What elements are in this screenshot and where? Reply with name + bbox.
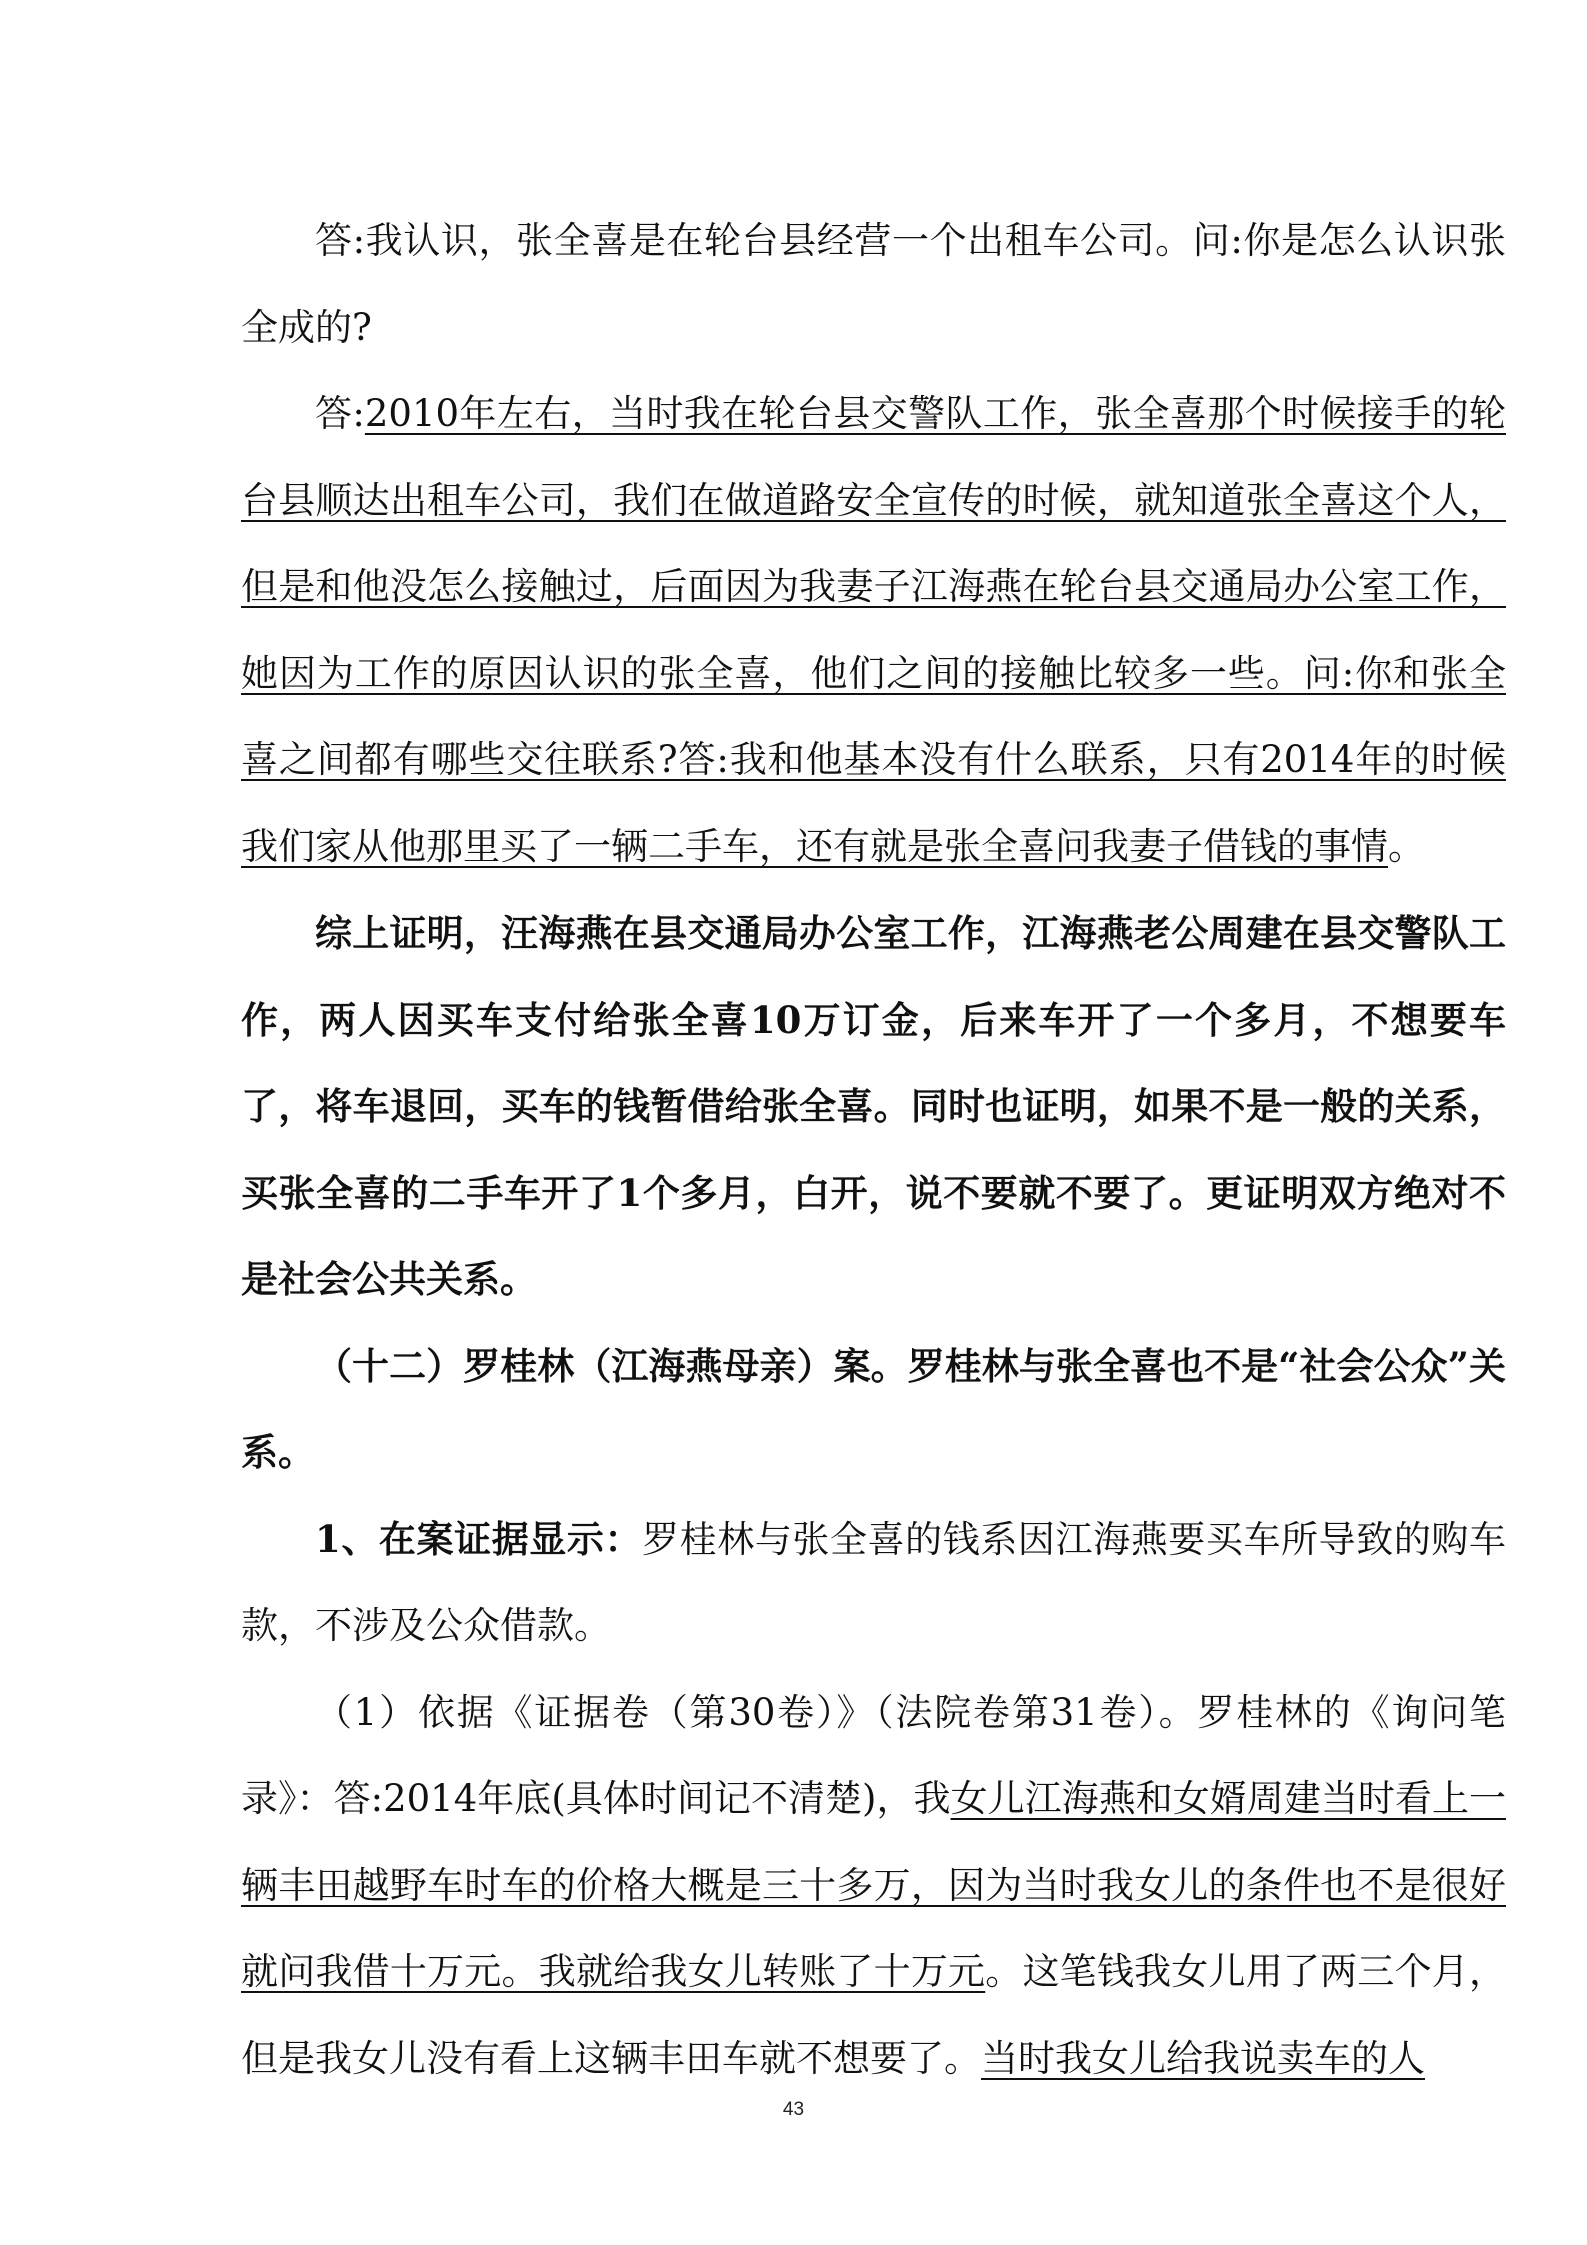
text-segment: 答:我认识，张全喜是在轮台县经营一个出租车公司。问:你是怎么认识张全成的?	[241, 219, 1506, 349]
underlined-text-segment: 2010年左右，当时我在轮台县交警队工作，张全喜那个时候接手的轮台县顺达出租车公司，我们在做道路安全宣传的时候，就知道张全喜这个人，但是和他没怎么接触过，后面因为我妻子江海燕在轮台县交通局办公室工作，她因为工作的原因认识的张全喜，他们之间的接触比较多一些。问:你和张全喜之间都有哪些交往联系?答:我和他基本没有什么联系，只有2014年的时候我们家从他那里买了一辆二手车，还有就是张全喜问我妻子借钱的事情	[241, 392, 1506, 868]
paragraph-summary	[241, 890, 1506, 1323]
text-segment: 综上证明，汪海燕在县交通局办公室工作，江海燕老公周建在县交警队工作，两人因买车支付给张全喜10万订金，后来车开了一个多月，不想要车了，将车退回，买车的钱暂借给张全喜。同时也证明，如果不是一般的关系，买张全喜的二手车开了1个多月，白开，说不要就不要了。更证明双方绝对不是社会公共关系。	[241, 911, 1506, 1301]
bold-lead-segment: 1、在案证据显示：	[315, 1516, 643, 1561]
heading-text: （十二）罗桂林（江海燕母亲）案。罗桂林与张全喜也不是“社会公众”关系。	[241, 1343, 1506, 1474]
underlined-text-segment: 当时我女儿给我说卖车的人	[981, 2036, 1425, 2080]
paragraph-record	[241, 1670, 1506, 2103]
text-segment: 。	[1388, 824, 1425, 868]
document-body	[241, 198, 1506, 2102]
paragraph-evidence	[241, 1496, 1506, 1670]
text-segment: （1）依据《证据卷（第30卷）》（法院卷第31卷）。罗桂林的《询问笔录》：答:2014年底(具体时间记不清楚)，我	[241, 1690, 1506, 1820]
paragraph-1	[241, 198, 1506, 371]
text-segment: 答:	[315, 392, 365, 435]
underlined-text-segment: 女儿江海燕和女婿周建当时看上一辆丰田越野车时车的价格大概是三十多万，因为当时我女儿的条件也不是很好就问我借十万元。我就给我女儿转账了十万元	[241, 1777, 1507, 1993]
page-number: 43	[782, 2099, 805, 2120]
paragraph-2	[241, 371, 1506, 890]
text-segment: 罗桂林与张全喜的钱系因江海燕要买车所导致的购车款，不涉及公众借款。	[241, 1517, 1506, 1647]
section-heading	[241, 1323, 1506, 1496]
text-segment: 。这笔钱我女儿用了两三个月，但是我女儿没有看上这辆丰田车就不想要了。	[241, 1950, 1507, 2080]
